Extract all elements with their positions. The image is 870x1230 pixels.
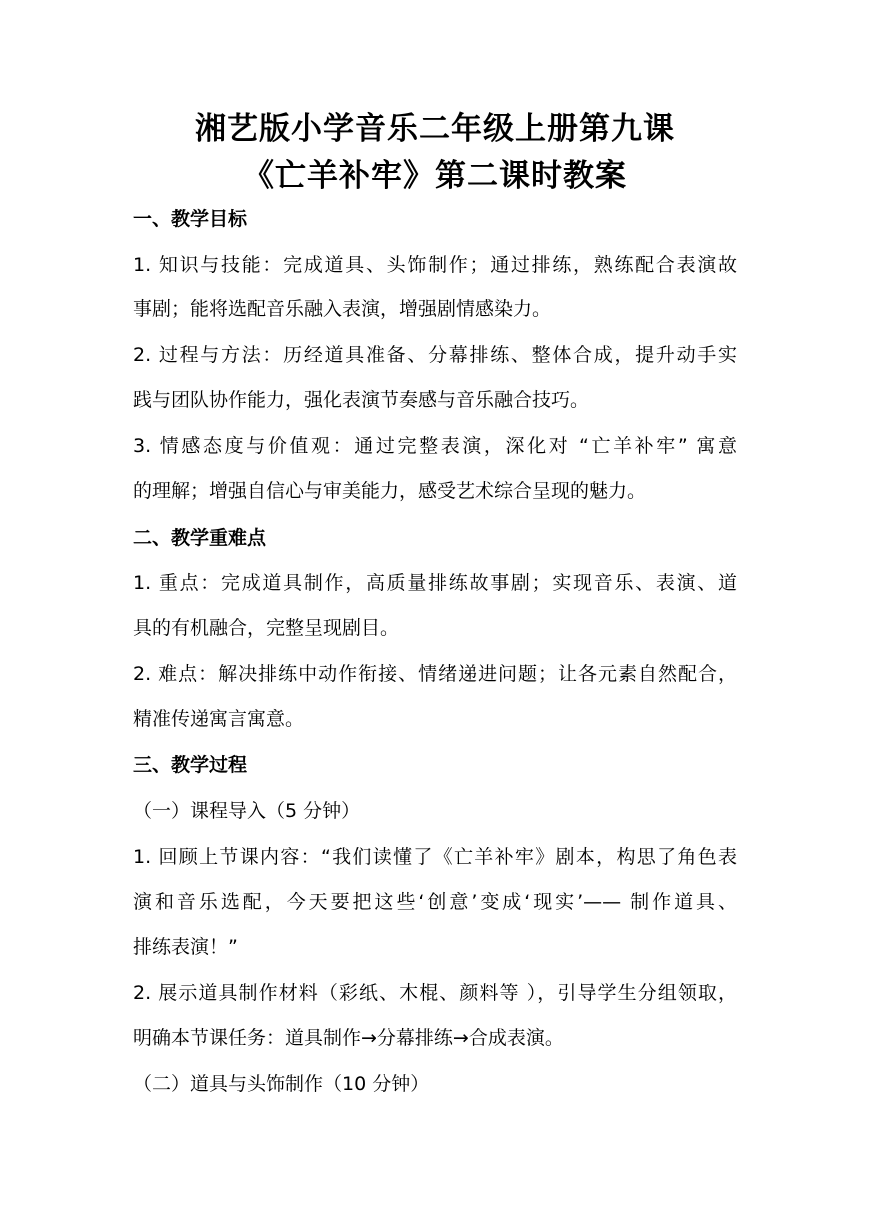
intro-step-1-line1: 1. 回顾上节课内容：“我们读懂了《亡羊补牢》剧本，构思了角色表 [133, 846, 737, 868]
subsection-props-label: （二）道具与头饰制作（10 分钟） [133, 1073, 430, 1095]
document-title-line1: 湘艺版小学音乐二年级上册第九课 [195, 111, 675, 147]
objective-1-line1: 1. 知识与技能：完成道具、头饰制作；通过排练，熟练配合表演故 [133, 254, 737, 276]
objective-3-line1: 3. 情感态度与价值观：通过完整表演，深化对 “亡羊补牢” 寓意 [133, 435, 737, 457]
intro-step-2-line2: 明确本节课任务：道具制作→分幕排练→合成表演。 [133, 1027, 564, 1049]
key-point-1-line2: 具的有机融合，完整呈现剧目。 [133, 617, 400, 639]
section-heading-key-points: 二、教学重难点 [133, 527, 267, 549]
intro-step-1-line3: 排练表演！” [133, 936, 238, 958]
subsection-intro-label: （一）课程导入（5 分钟） [133, 800, 361, 822]
objective-2-line1: 2. 过程与方法：历经道具准备、分幕排练、整体合成，提升动手实 [133, 344, 737, 366]
objective-3-line2: 的理解；增强自信心与审美能力，感受艺术综合呈现的魅力。 [133, 480, 647, 502]
key-point-1-line1: 1. 重点：完成道具制作，高质量排练故事剧；实现音乐、表演、道 [133, 572, 737, 594]
key-point-2-line2: 精准传递寓言寓意。 [133, 708, 305, 730]
section-heading-objectives: 一、教学目标 [133, 208, 248, 230]
section-heading-process: 三、教学过程 [133, 754, 248, 776]
intro-step-2-line1: 2. 展示道具制作材料（彩纸、木棍、颜料等 ），引导学生分组领取， [133, 982, 737, 1004]
intro-step-1-line2: 演和音乐选配，今天要把这些‘创意’变成‘现实’—— 制作道具、 [133, 891, 737, 913]
objective-2-line2: 践与团队协作能力，强化表演节奏感与音乐融合技巧。 [133, 389, 590, 411]
document-title-line2: 《亡羊补牢》第二课时教案 [243, 158, 627, 194]
objective-1-line2: 事剧；能将选配音乐融入表演，增强剧情感染力。 [133, 298, 552, 320]
key-point-2-line1: 2. 难点：解决排练中动作衔接、情绪递进问题；让各元素自然配合， [133, 663, 737, 685]
